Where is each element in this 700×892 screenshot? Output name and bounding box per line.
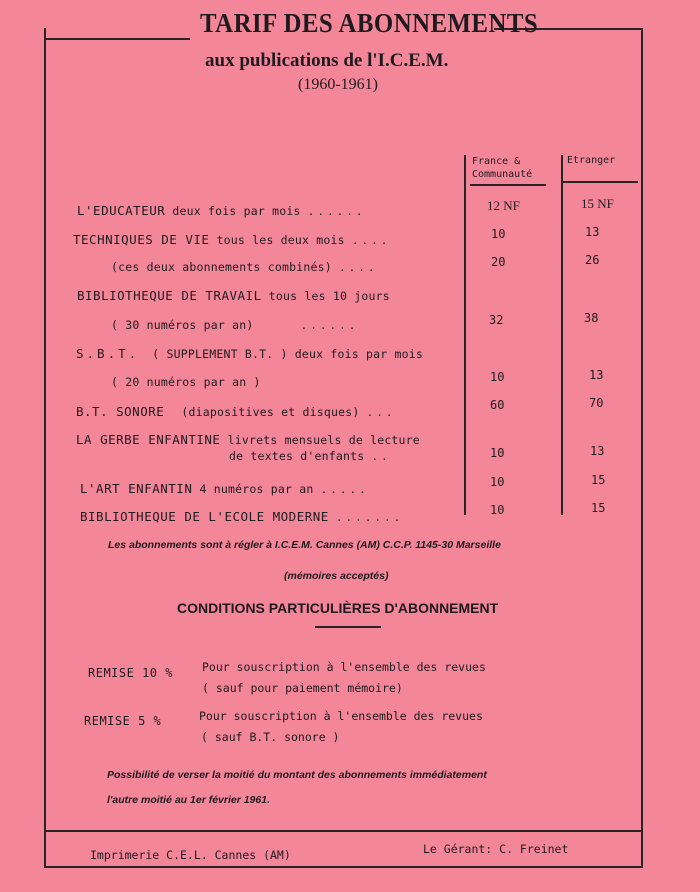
col-header-etranger-underline: [562, 181, 638, 183]
col-header-france-line1: France &: [472, 156, 521, 167]
remise-10-text-line1: Pour souscription à l'ensemble des revues: [202, 660, 486, 674]
price-etranger: 26: [585, 253, 600, 267]
table-row: [80, 509, 403, 524]
remise-10-text-line2: ( sauf pour paiement mémoire): [202, 681, 403, 695]
table-row-continuation: [111, 318, 358, 332]
leader-dots: ..: [371, 450, 391, 463]
row-desc: ( 30 numéros par an): [111, 318, 254, 332]
row-desc: ( 20 numéros par an ): [111, 375, 261, 389]
col-header-france-line2: Communauté: [472, 169, 533, 180]
row-desc: livrets mensuels de lecture: [227, 433, 420, 447]
col-header-france: [472, 155, 532, 181]
remise-5-text-line2: ( sauf B.T. sonore ): [201, 730, 340, 744]
col-header-france-underline: [470, 184, 546, 186]
row-name: L'ART ENFANTIN: [80, 481, 193, 496]
possibility-note-line1: Possibilité de verser la moitié du montant des abonnements immédiatement: [107, 769, 487, 781]
price-france: 20: [491, 255, 506, 269]
leader-dots: ....: [338, 261, 378, 274]
table-row: [80, 481, 369, 496]
table-divider-left: [464, 155, 466, 515]
page-frame: [44, 28, 643, 868]
price-etranger: 13: [589, 368, 604, 382]
price-etranger: 13: [585, 225, 600, 239]
table-row: [76, 404, 396, 419]
price-france: 32: [489, 313, 504, 327]
row-desc: deux fois par mois: [172, 204, 301, 218]
row-name: LA GERBE ENFANTINE: [76, 432, 221, 447]
row-desc: tous les deux mois: [216, 233, 345, 247]
remise-10-label: REMISE 10 %: [88, 666, 173, 680]
remise-5-label: REMISE 5 %: [84, 714, 162, 728]
table-row: [77, 203, 366, 218]
price-france: 10: [490, 475, 505, 489]
frame-top-rule-left: [44, 38, 190, 40]
price-france: 10: [490, 446, 505, 460]
table-row: [77, 288, 390, 303]
row-name: BIBLIOTHEQUE DE TRAVAIL: [77, 288, 262, 303]
row-desc: de textes d'enfants: [229, 449, 365, 463]
page-title: TARIF DES ABONNEMENTS: [200, 8, 539, 38]
leader-dots: ......: [307, 205, 366, 218]
price-france: 10: [490, 370, 505, 384]
price-france: 10: [491, 227, 506, 241]
price-etranger: 15 NF: [581, 196, 614, 211]
row-name: BIBLIOTHEQUE DE L'ECOLE MODERNE: [80, 509, 329, 524]
payment-note: Les abonnements sont à régler à I.C.E.M. Cannes (AM) C.C.P. 1145-30 Marseille: [108, 539, 501, 551]
row-name: B.T. SONORE: [76, 404, 165, 419]
footer-rule: [44, 830, 643, 832]
col-header-etranger: Etranger: [567, 155, 616, 166]
table-row: [73, 232, 390, 247]
table-row-continuation: [111, 375, 261, 389]
leader-dots: ....: [351, 234, 391, 247]
possibility-note-line2: l'autre moitié au 1er février 1961.: [107, 794, 270, 806]
row-desc: 4 numéros par an: [199, 482, 314, 496]
memoires-note: (mémoires acceptés): [284, 570, 389, 582]
table-row: [76, 432, 420, 447]
table-row: [111, 260, 377, 274]
price-etranger: 13: [590, 444, 605, 458]
row-desc: ( SUPPLEMENT B.T. ) deux fois par mois: [152, 347, 423, 361]
row-desc: (ces deux abonnements combinés): [111, 260, 332, 274]
price-france: 12 NF: [487, 198, 520, 213]
price-etranger: 70: [589, 396, 604, 410]
row-name: TECHNIQUES DE VIE: [73, 232, 210, 247]
row-name: S.B.T.: [76, 346, 140, 361]
conditions-underline: [315, 626, 381, 628]
row-name: L'EDUCATEUR: [77, 203, 166, 218]
row-desc: tous les 10 jours: [268, 289, 390, 303]
row-desc: (diapositives et disques): [181, 405, 360, 419]
remise-5-text-line1: Pour souscription à l'ensemble des revues: [199, 709, 483, 723]
leader-dots: ......: [300, 319, 359, 332]
footer-manager: Le Gérant: C. Freinet: [423, 842, 569, 856]
leader-dots: ...: [366, 406, 396, 419]
table-row: [76, 346, 423, 361]
table-divider-middle: [561, 155, 563, 515]
leader-dots: .......: [335, 511, 404, 524]
page-subtitle: aux publications de l'I.C.E.M.: [205, 50, 449, 71]
conditions-title: CONDITIONS PARTICULIÈRES D'ABONNEMENT: [177, 600, 499, 616]
price-etranger: 15: [591, 501, 606, 515]
page-years: (1960-1961): [298, 76, 378, 93]
price-france: 60: [490, 398, 505, 412]
leader-dots: .....: [320, 483, 369, 496]
table-row-continuation: [229, 449, 391, 463]
price-france: 10: [490, 503, 505, 517]
price-etranger: 38: [584, 311, 599, 325]
footer-printer: Imprimerie C.E.L. Cannes (AM): [90, 848, 291, 862]
price-etranger: 15: [591, 473, 606, 487]
